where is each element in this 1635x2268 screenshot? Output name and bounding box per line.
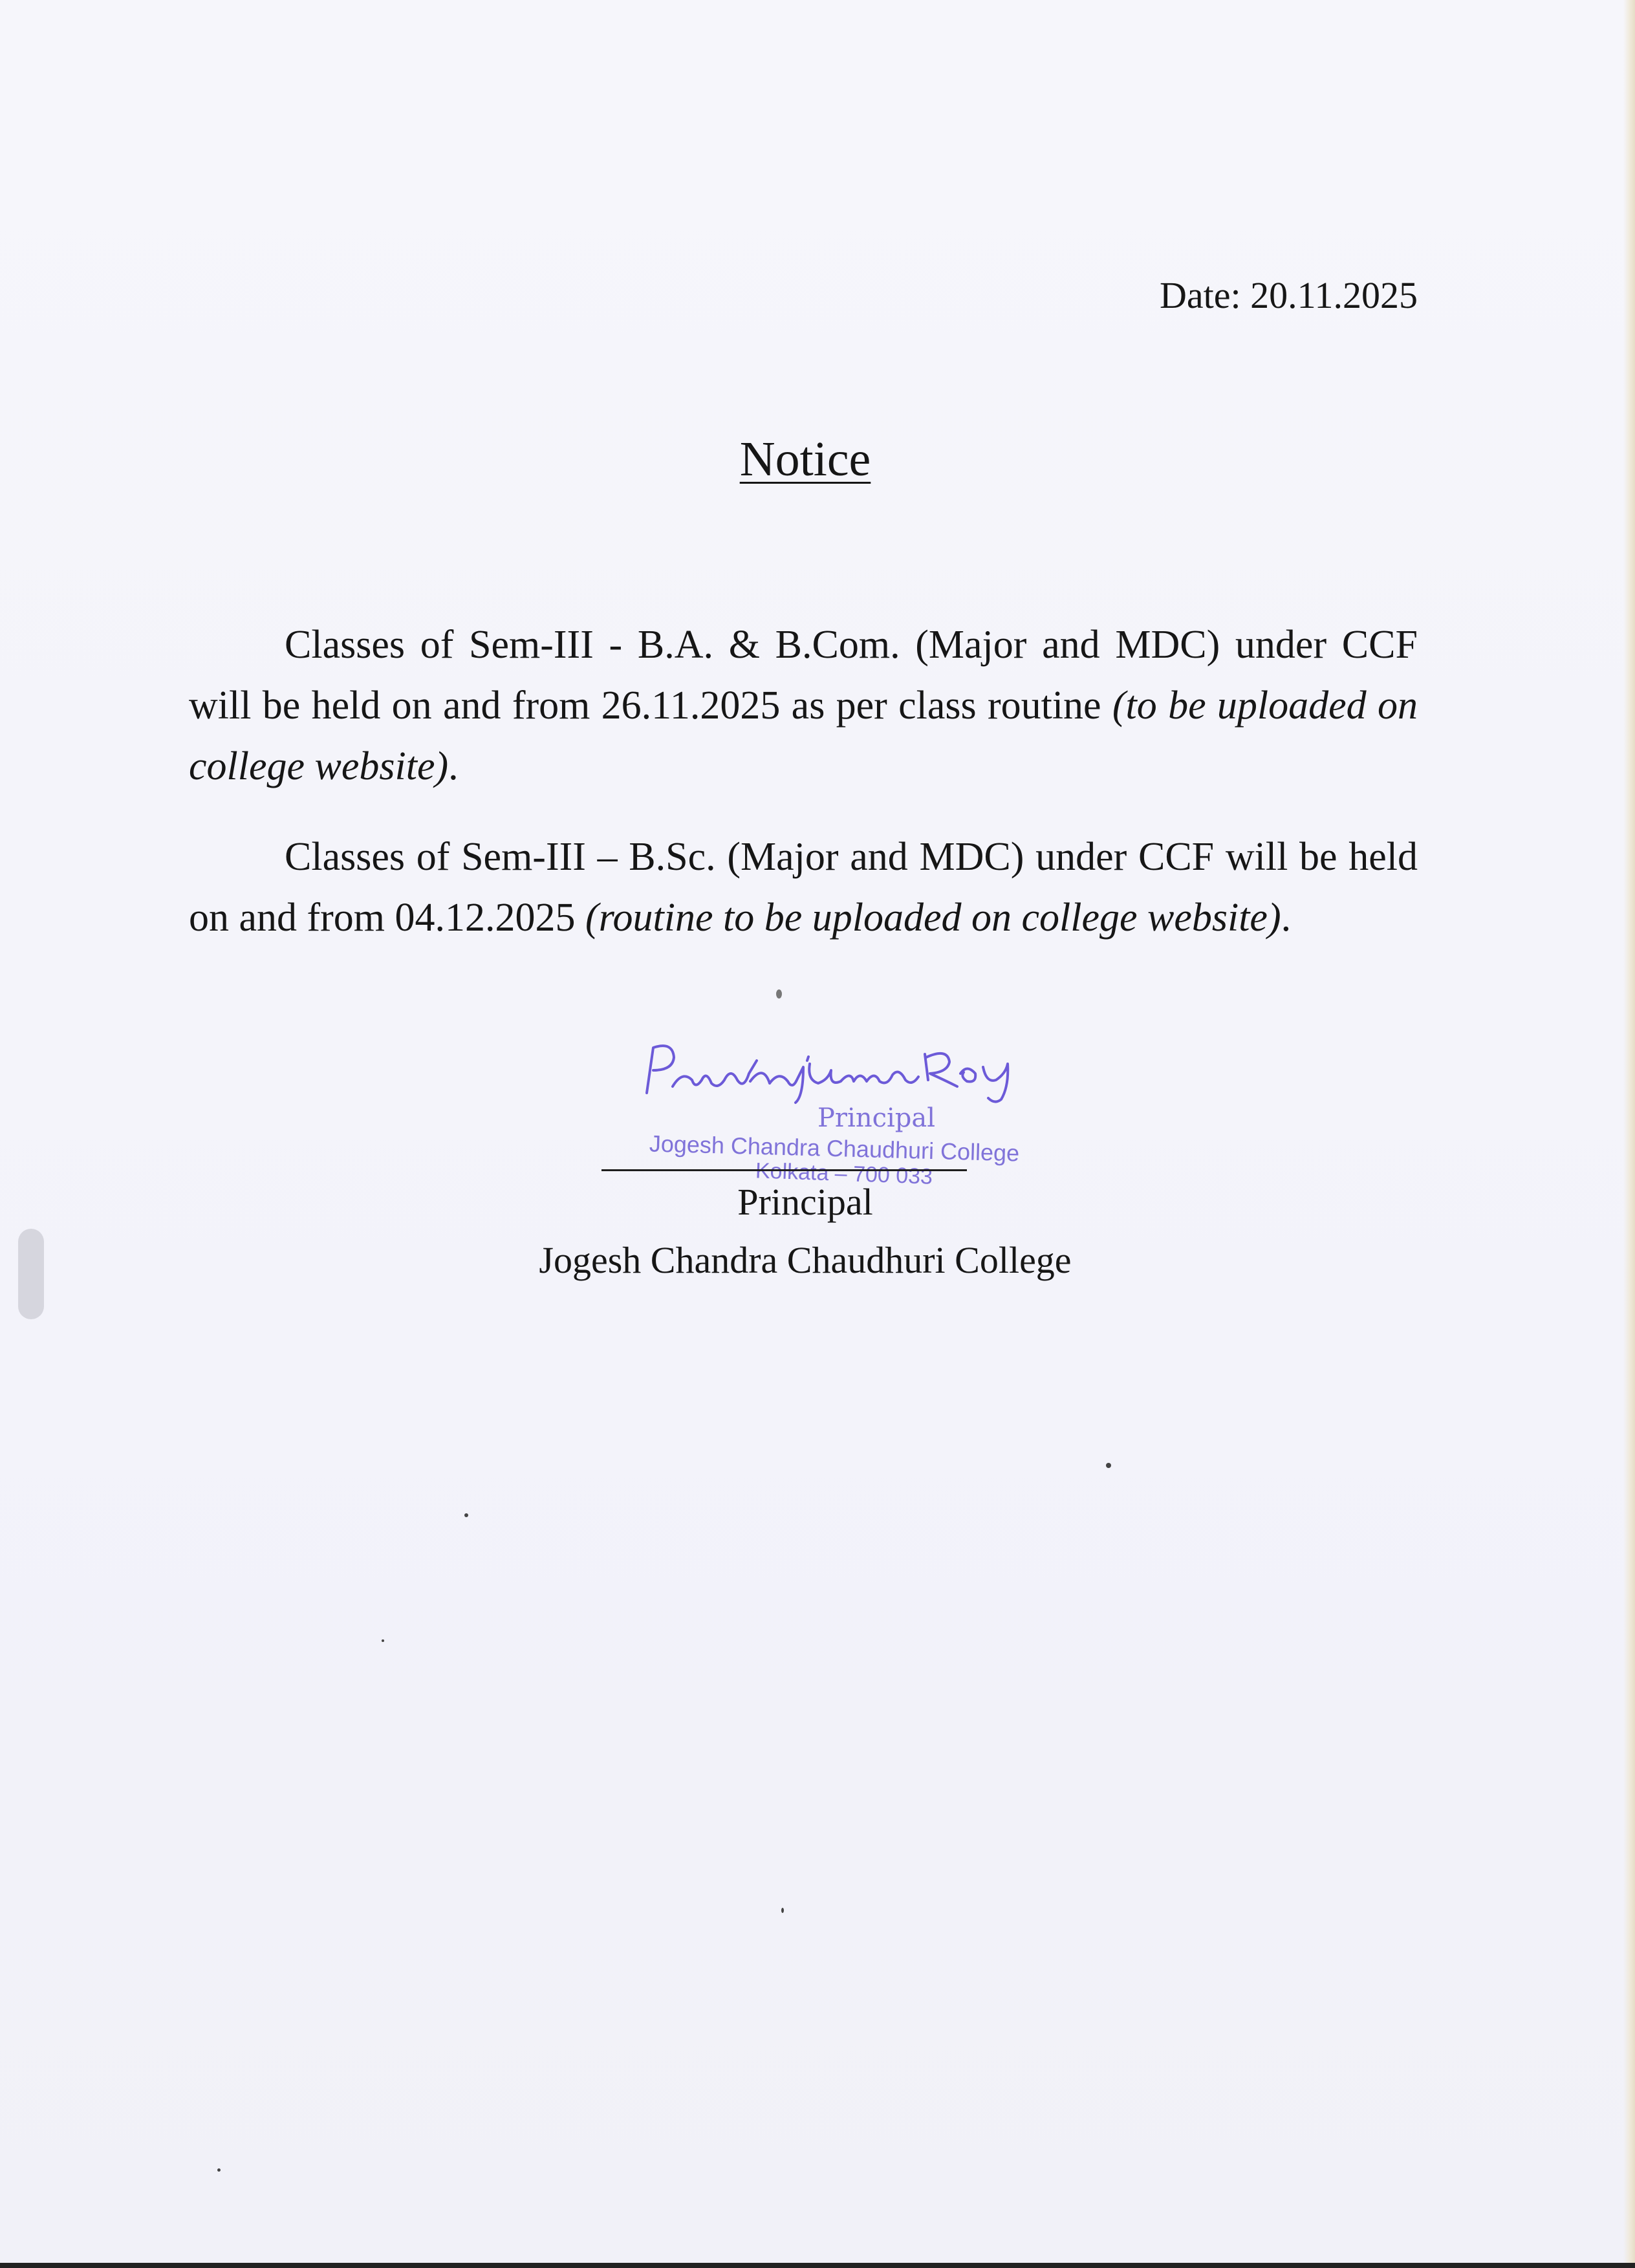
signature-line xyxy=(601,1169,967,1171)
notice-paragraph-2 xyxy=(189,826,1418,948)
college-stamp xyxy=(582,1103,1087,1189)
scan-speck xyxy=(1106,1463,1111,1468)
notice-title xyxy=(0,432,1610,486)
stamp-title: Principal xyxy=(817,1103,936,1133)
paragraph-2-end: . xyxy=(1281,896,1292,940)
scanner-edge-right xyxy=(1623,0,1635,2268)
notice-date: Date: 20.11.2025 xyxy=(1160,274,1418,316)
paragraph-2-italic: (routine to be uploaded on college website) xyxy=(585,896,1281,940)
scanner-edge-bottom xyxy=(0,2263,1635,2268)
stamp-city: Kolkata – 700 033 xyxy=(755,1158,933,1189)
scan-shadow xyxy=(18,1229,44,1319)
paragraph-2-text: Classes of Sem-III – B.Sc. (Major and MDC) under CCF will be held on and from 04.12.2025 xyxy=(189,835,1418,940)
scan-speck xyxy=(382,1639,384,1642)
notice-title-text: Notice xyxy=(739,432,871,486)
paragraph-1-text: Classes of Sem-III - B.A. & B.Com. (Major and MDC) under CCF will be held on and from 26.11.2025 as per class routine xyxy=(189,623,1418,728)
signatory-college: Jogesh Chandra Chaudhuri College xyxy=(539,1239,1072,1281)
handwritten-signature xyxy=(634,1035,1074,1106)
notice-paragraph-1 xyxy=(189,614,1418,797)
scan-speck xyxy=(776,989,782,999)
signatory-designation: Principal xyxy=(737,1181,873,1223)
paragraph-1-end: . xyxy=(448,744,459,788)
paragraph-1-italic: (to be uploaded on college website) xyxy=(189,684,1418,788)
stamp-college: Jogesh Chandra Chaudhuri College xyxy=(649,1130,1020,1167)
scan-speck xyxy=(217,2168,221,2172)
scan-speck xyxy=(464,1513,468,1517)
scan-speck xyxy=(781,1908,784,1913)
